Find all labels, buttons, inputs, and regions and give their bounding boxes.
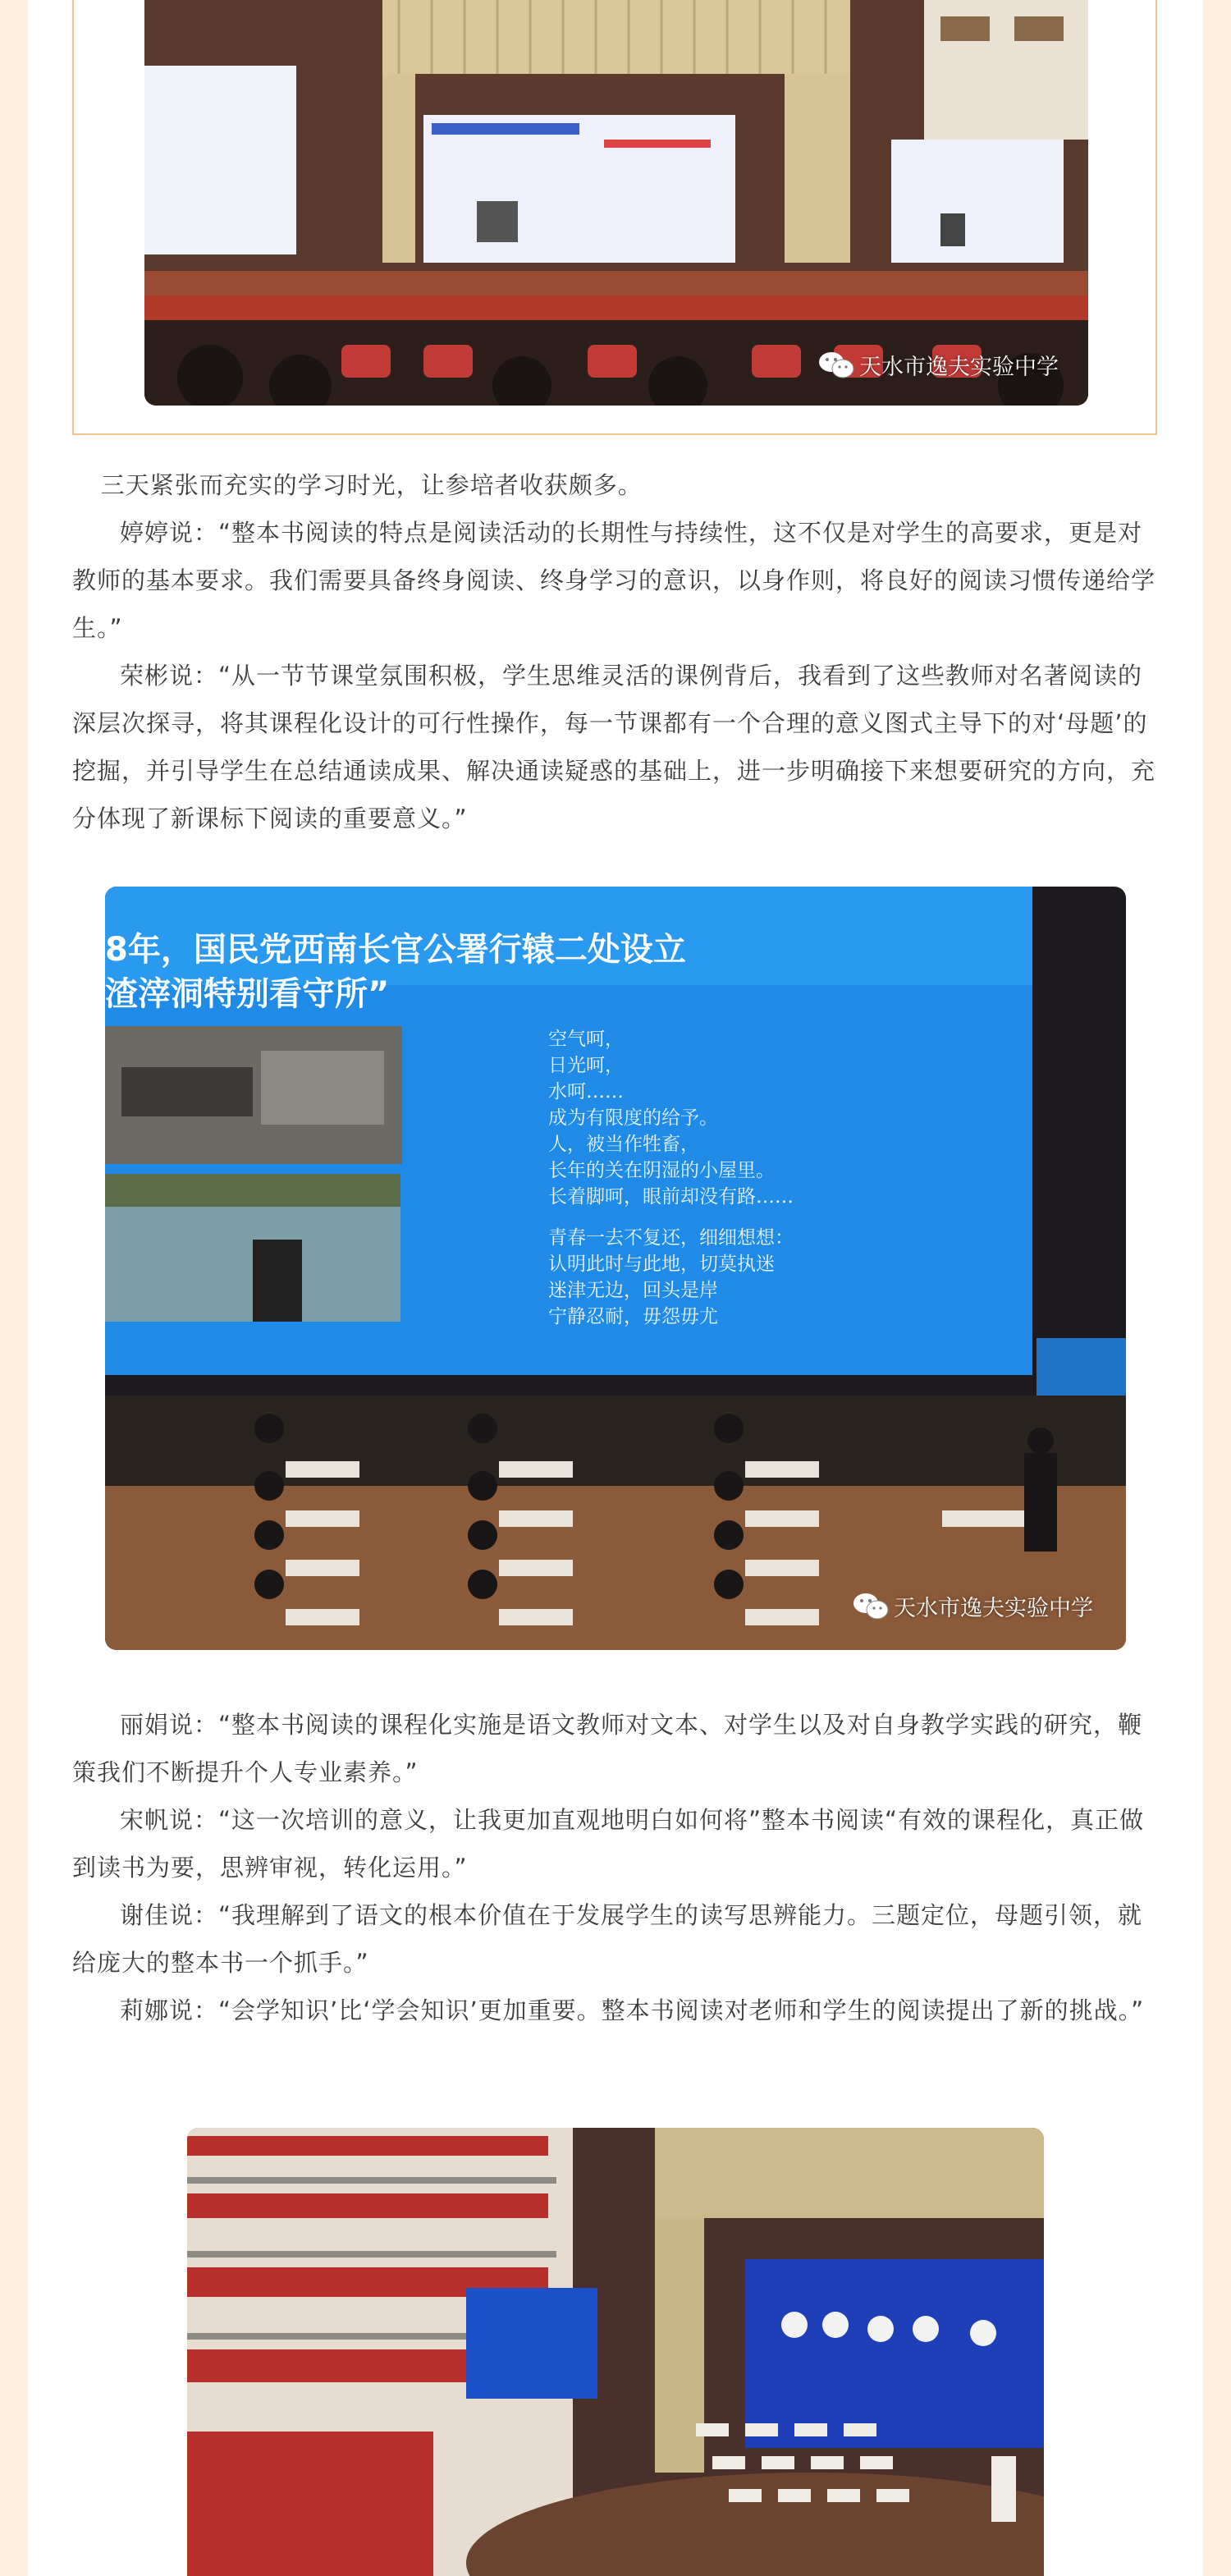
poem-line: 长着脚呵，眼前却没有路…… xyxy=(548,1186,794,1208)
wechat-icon xyxy=(818,351,854,380)
paragraph-lina: 莉娜说：“会学知识’比‘学会知识’更加重要。整本书阅读对老师和学生的阅读提出了新的挑战。” xyxy=(120,1996,1145,2024)
poem-line: 空气呵， xyxy=(548,1029,624,1050)
testimonial-section-1 xyxy=(72,461,1157,842)
wechat-icon xyxy=(853,1592,889,1621)
watermark-2 xyxy=(853,1590,1093,1622)
paragraph-tingting: 婷婷说：“整本书阅读的特点是阅读活动的长期性与持续性，这不仅是对学生的高要求，更是对教师的基本要求。我们需要具备终身阅读、终身学习的意识，以身作则，将良好的阅读习惯传递给学生。” xyxy=(72,519,1156,642)
paragraph-rongbin: 荣彬说：“从一节节课堂氛围积极，学生思维灵活的课例背后，我看到了这些教师对名著阅读的深层次探寻，将其课程化设计的可行性操作，每一节课都有一个合理的意义图式主导下的对‘母题’的挖掘，并引导学生在总结通读成果、解决通读疑惑的基础上，进一步明确接下来想要研究的方向，充分体现了新课标下阅读的重要意义。” xyxy=(72,662,1156,832)
watermark-1 xyxy=(818,349,1059,381)
poem-line: 成为有限度的给予。 xyxy=(548,1107,718,1129)
poem-line: 人，被当作牲畜， xyxy=(548,1134,699,1155)
poem-line: 迷津无边，回头是岸 xyxy=(548,1280,718,1301)
photo-frame-1 xyxy=(72,0,1157,435)
paragraph-intro: 三天紧张而充实的学习时光，让参培者收获颇多。 xyxy=(100,471,643,499)
slide-title xyxy=(105,928,686,1016)
poem-line: 日光呵， xyxy=(548,1055,624,1076)
poem-line: 宁静忍耐，毋怨毋尤 xyxy=(548,1306,718,1327)
poem-line: 青春一去不复还，细细想想： xyxy=(548,1227,794,1249)
watermark-text-1: 天水市逸夫实验中学 xyxy=(859,355,1059,380)
slide-title-line-2: 渣滓洞特别看守所” xyxy=(105,975,390,1013)
conference-stage-photo-1[interactable] xyxy=(144,0,1088,406)
auditorium-photo[interactable] xyxy=(187,2128,1044,2576)
poem-line: 水呵…… xyxy=(548,1081,624,1102)
paragraph-songfan: 宋帆说：“这一次培训的意义，让我更加直观地明白如何将”整本书阅读“有效的课程化，真正做到读书为要，思辨审视，转化运用。” xyxy=(72,1806,1145,1882)
classroom-lesson-photo[interactable] xyxy=(105,887,1126,1650)
paragraph-lijuan: 丽娟说：“整本书阅读的课程化实施是语文教师对文本、对学生以及对自身教学实践的研究，鞭策我们不断提升个人专业素养。” xyxy=(72,1711,1143,1786)
slide-title-line-1: 8年，国民党西南长官公署行辕二处设立 xyxy=(105,931,686,969)
testimonial-section-2 xyxy=(72,1701,1157,2034)
poem-line: 长年的关在阴湿的小屋里。 xyxy=(548,1160,775,1181)
watermark-text-2: 天水市逸夫实验中学 xyxy=(894,1596,1093,1621)
poem-line: 认明此时与此地，切莫执迷 xyxy=(548,1254,775,1275)
slide-poem xyxy=(548,1026,794,1330)
paragraph-xiejia: 谢佳说：“我理解到了语文的根本价值在于发展学生的读写思辨能力。三题定位，母题引领，就给庞大的整本书一个抓手。” xyxy=(72,1901,1143,1977)
